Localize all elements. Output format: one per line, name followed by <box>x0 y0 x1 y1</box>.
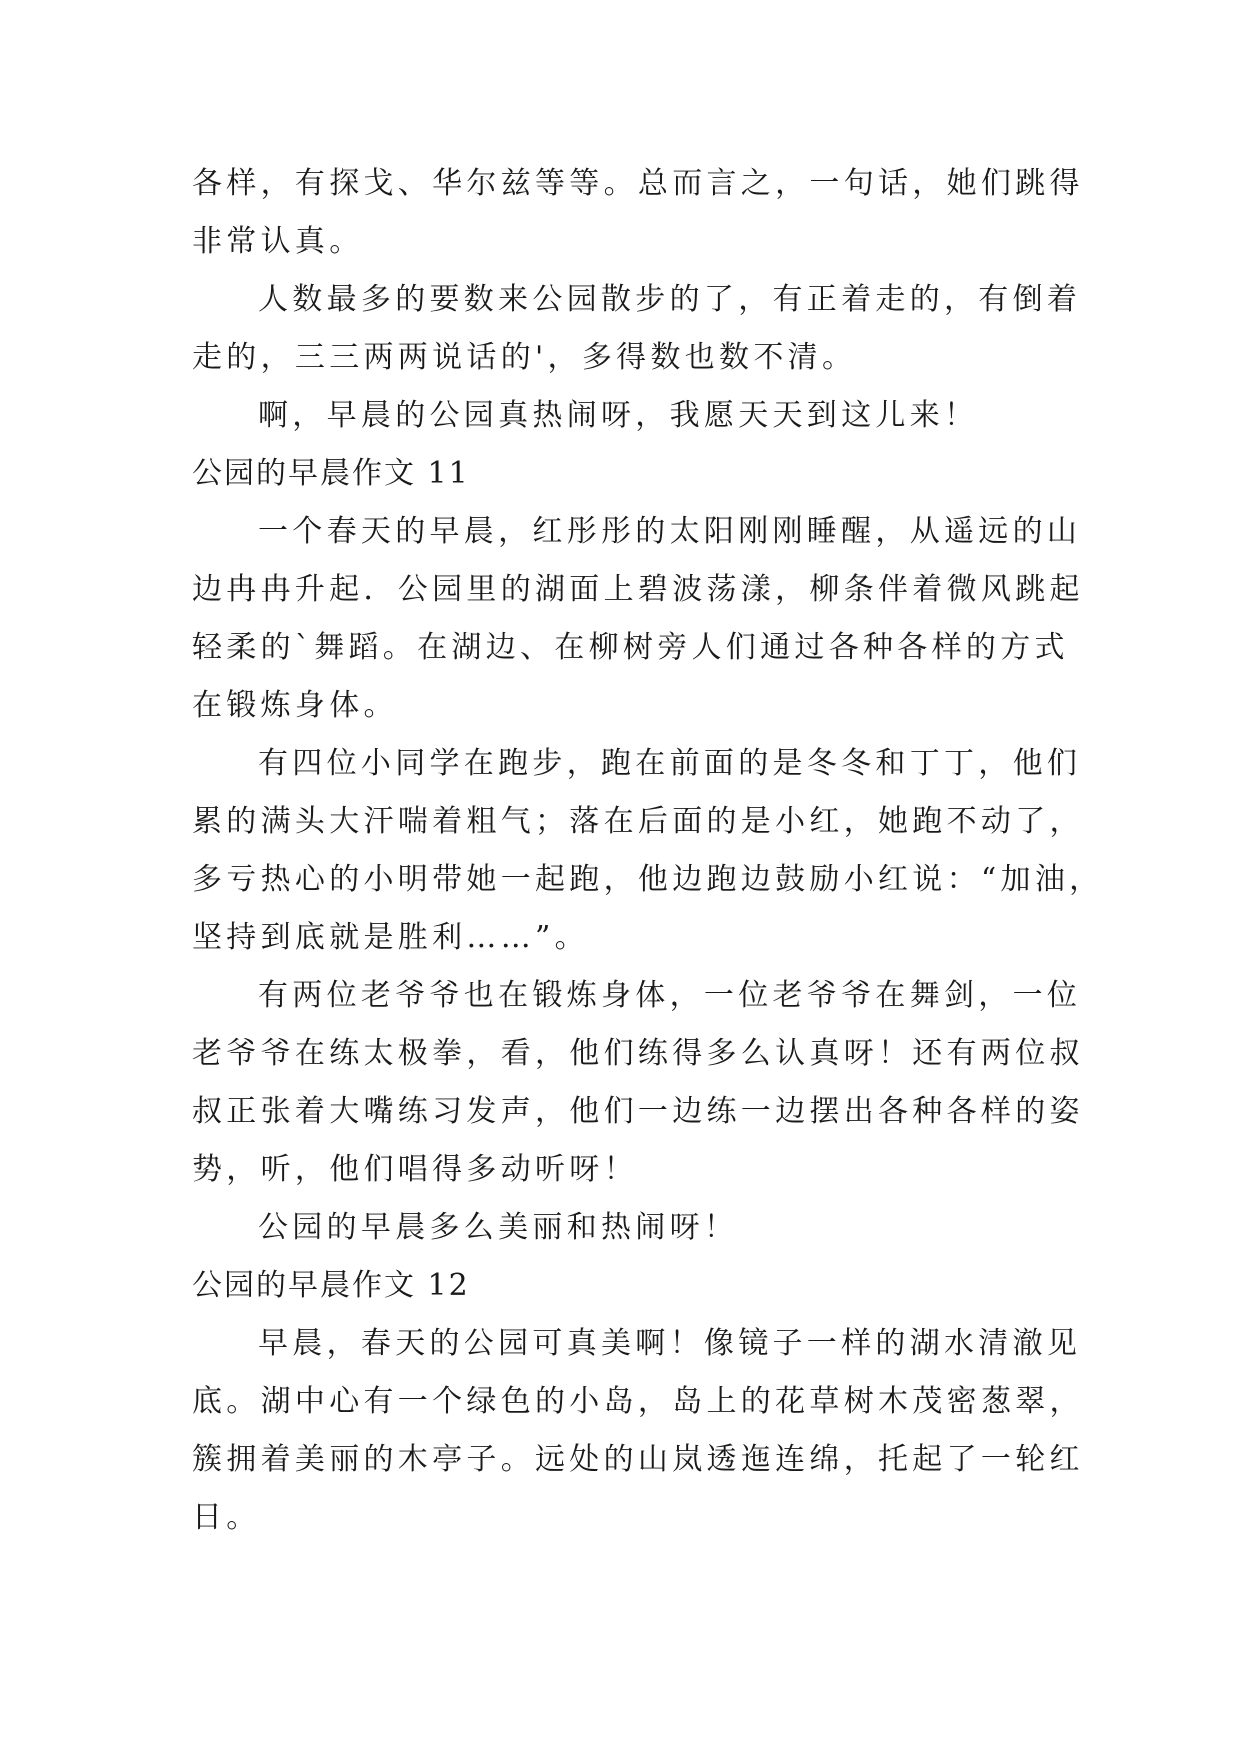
document-body <box>192 155 1104 1547</box>
text-line: 在锻炼身体。 <box>192 688 398 723</box>
text-line: 叔正张着大嘴练习发声，他们一边练一边摆出各种各样的姿 <box>192 1094 1084 1129</box>
section-heading: 公园的早晨作文 12 <box>192 1268 470 1303</box>
text-line: 老爷爷在练太极拳，看，他们练得多么认真呀！还有两位叔 <box>192 1036 1084 1071</box>
text-line: 一个春天的早晨，红彤彤的太阳刚刚睡醒，从遥远的山 <box>258 514 1082 549</box>
text-line: 公园的早晨多么美丽和热闹呀！ <box>258 1210 739 1245</box>
text-line: 走的，三三两两说话的'，多得数也数不清。 <box>192 340 857 375</box>
text-line: 早晨，春天的公园可真美啊！像镜子一样的湖水清澈见 <box>258 1326 1082 1361</box>
text-line: 边冉冉升起．公园里的湖面上碧波荡漾，柳条伴着微风跳起 <box>192 572 1084 607</box>
text-line: 人数最多的要数来公园散步的了，有正着走的，有倒着 <box>258 282 1082 317</box>
text-line: 底。湖中心有一个绿色的小岛，岛上的花草树木茂密葱翠， <box>192 1384 1084 1419</box>
text-line: 势，听，他们唱得多动听呀！ <box>192 1152 638 1187</box>
text-line: 轻柔的`舞蹈。在湖边、在柳树旁人们通过各种各样的方式 <box>192 630 1069 665</box>
text-line: 各样，有探戈、华尔兹等等。总而言之，一句话，她们跳得 <box>192 166 1084 201</box>
text-line: 有两位老爷爷也在锻炼身体，一位老爷爷在舞剑，一位 <box>258 978 1082 1013</box>
text-line: 累的满头大汗喘着粗气；落在后面的是小红，她跑不动了， <box>192 804 1084 839</box>
text-line: 有四位小同学在跑步，跑在前面的是冬冬和丁丁，他们 <box>258 746 1082 781</box>
text-line: 非常认真。 <box>192 224 364 259</box>
text-line: 日。 <box>192 1500 261 1535</box>
text-line: 簇拥着美丽的木亭子。远处的山岚透迤连绵，托起了一轮红 <box>192 1442 1084 1477</box>
text-line: 多亏热心的小明带她一起跑，他边跑边鼓励小红说：“加油， <box>192 862 1104 897</box>
section-heading: 公园的早晨作文 11 <box>192 456 470 491</box>
text-line: 啊，早晨的公园真热闹呀，我愿天天到这儿来！ <box>258 398 979 433</box>
text-line: 坚持到底就是胜利……”。 <box>192 920 589 955</box>
